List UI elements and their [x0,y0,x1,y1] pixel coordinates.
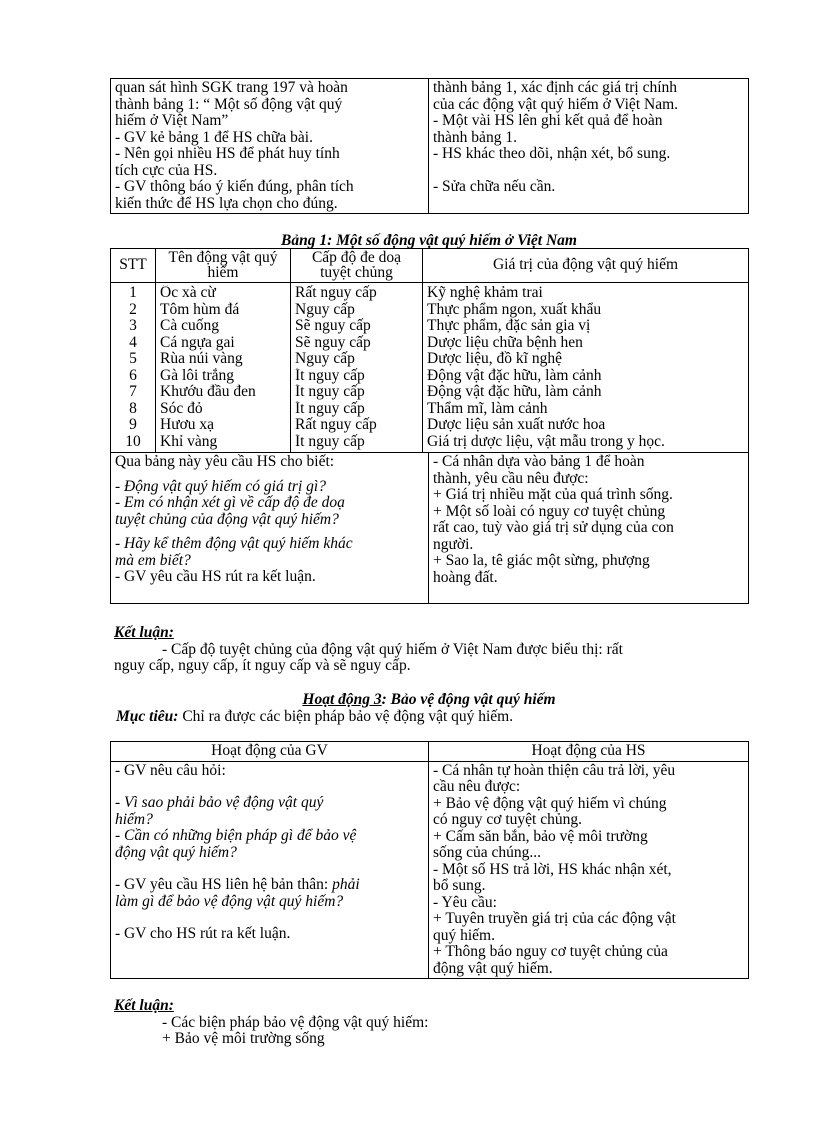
text-line: thành bảng 1. [433,129,517,146]
animal-name-cell: Sóc đỏ [160,400,203,417]
question-line: hiếm? [115,811,153,828]
question-line: - Hãy kể thêm động vật quý hiếm khác [115,536,353,552]
goal-label: Mục tiêu: [116,708,179,725]
text-line: - GV yêu cầu HS rút ra kết luận. [115,569,316,585]
stt-column [111,283,156,453]
top-activity-table [110,78,749,214]
animal-name-cell: Tôm hùm đá [160,301,240,318]
text-line: - Nên gọi nhiều HS để phát huy tính [115,146,340,162]
question-line: tuyệt chủng của động vật quý hiếm? [115,511,339,528]
activity3-title-text: : Bảo vệ động vật quý hiếm [381,691,556,708]
conclusion-1 [114,625,750,675]
table1-caption: Bảng 1: Một số động vật quý hiếm ở Việt Nam [281,232,577,249]
stt-cell: 10 [125,433,141,450]
value-cell: Dược liệu chữa bệnh hen [427,334,583,351]
text-line: - GV thông báo ý kiến đúng, phân tích [115,179,354,195]
conclusion-line: nguy cấp, nguy cấp, ít nguy cấp và sẽ nguy cấp. [114,658,411,674]
stt-cell: 2 [129,301,137,318]
text-line: quý hiếm. [433,927,495,944]
student-answers-cell [429,453,749,604]
text-line: thành bảng 1: “ Một số động vật quý [115,96,343,113]
question-line: - Động vật quý hiếm có giá trị gì? [115,478,326,495]
text-line: bổ sung. [433,878,486,894]
conclusion-line: + Bảo vệ môi trường sống [162,1031,325,1047]
threat-level-cell: Rất nguy cấp [295,285,377,301]
text-line: cầu nêu được: [433,779,521,795]
header-animal-name: Tên động vật quý hiếm [156,249,291,283]
text-line: + Một số loài có nguy cơ tuyệt chủng [433,503,666,520]
activity3-title [110,692,748,709]
text-line: - GV kẻ bảng 1 để HS chữa bài. [115,129,313,146]
text-line: + Thông báo nguy cơ tuyệt chủng của [433,944,668,960]
text-line: + Giá trị nhiều mặt của quá trình sống. [433,487,673,503]
threat-level-cell: Sẽ nguy cấp [295,318,371,334]
text-line: + Bảo vệ động vật quý hiếm vì chúng [433,795,667,812]
value-column [423,283,749,453]
value-cell: Thẩm mĩ, làm cảnh [427,400,548,417]
teacher-questions-cell [111,453,429,604]
header-threat-level: Cấp độ đe doạ tuyệt chủng [291,249,423,283]
discussion-table [110,452,749,604]
conclusion-label: Kết luận: [114,998,174,1014]
conclusion-2 [114,998,750,1048]
stt-cell: 1 [129,285,137,301]
value-cell: Thực phẩm, đặc sản gia vị [427,318,591,334]
student-activity-cell [429,79,749,214]
text-line: - Yêu cầu: [433,894,497,911]
text-line: + Cấm săn bắn, bảo vệ môi trường [433,828,648,845]
conclusion-label: Kết luận: [114,625,174,641]
animal-name-cell: Gà lôi trắng [160,367,235,384]
question-line: - Cần có những biện pháp gì để bảo vệ [115,828,357,844]
text-line: Qua bảng này yêu cầu HS cho biết: [115,454,335,470]
question-line: mà em biết? [115,552,191,569]
animal-name-column [156,283,291,453]
threat-level-cell: Ít nguy cấp [295,400,365,417]
animal-name-cell: Cà cuống [160,318,219,334]
stt-cell: 7 [129,384,137,400]
teacher-activity-cell [111,761,429,979]
text-segment: - GV yêu cầu HS liên hệ bản thân: [115,877,333,893]
animal-name-cell: Hươu xạ [160,417,215,433]
value-cell: Động vật đặc hữu, làm cảnh [427,367,602,384]
text-line: - Một số HS trả lời, HS khác nhận xét, [433,861,672,878]
threat-level-cell: Rất nguy cấp [295,417,377,433]
spacer [115,910,424,926]
text-line: - Một vài HS lên ghi kết quả để hoàn [433,113,663,129]
threat-level-cell: Ít nguy cấp [295,384,365,400]
spacer [433,163,744,179]
header-student-activity: Hoạt động của HS [429,742,749,762]
text-line: kiến thức để HS lựa chọn cho đúng. [115,195,338,212]
text-line: - Sửa chữa nếu cần. [433,178,556,195]
stt-cell: 6 [129,367,137,384]
conclusion-line: - Các biện pháp bảo vệ động vật quý hiếm: [162,1014,429,1031]
activity3-goal [116,709,752,726]
header-teacher-activity: Hoạt động của GV [111,742,429,762]
threat-level-cell: Nguy cấp [295,351,355,367]
value-cell: Dược liệu, đồ kĩ nghệ [427,351,562,367]
threat-level-cell: Ít nguy cấp [295,433,365,450]
text-line: của các động vật quý hiếm ở Việt Nam. [433,96,679,113]
animal-name-cell: Khỉ vàng [160,433,218,450]
text-line: hoàng đất. [433,569,498,586]
spacer [115,779,424,795]
question-line: - Em có nhận xét gì về cấp độ đe doạ [115,495,345,511]
value-cell: Động vật đặc hữu, làm cảnh [427,384,602,400]
stt-cell: 5 [129,351,137,367]
threat-level-cell: Ít nguy cấp [295,367,365,384]
stt-cell: 8 [129,400,137,417]
animal-name-cell: Rùa núi vàng [160,351,243,367]
stt-cell: 3 [129,318,137,334]
stt-cell: 4 [129,334,137,351]
threat-level-cell: Nguy cấp [295,301,355,318]
text-line: quan sát hình SGK trang 197 và hoàn [115,80,348,96]
animal-name-cell: Khướu đầu đen [160,384,256,400]
student-activity-cell [429,761,749,979]
value-cell: Dược liệu sản xuất nước hoa [427,417,606,433]
rare-animals-table [110,248,749,453]
stt-cell: 9 [129,417,137,433]
text-line: - Cá nhân dựa vào bảng 1 để hoàn [433,454,645,470]
text-segment: phải [332,877,360,893]
animal-name-cell: Ốc xà cừ [160,285,216,301]
question-line: động vật quý hiếm? [115,844,237,861]
text-line: người. [433,536,474,553]
text-line: thành bảng 1, xác định các giá trị chính [433,80,678,96]
text-line: động vật quý hiếm. [433,960,553,977]
animal-name-cell: Cá ngựa gai [160,334,235,351]
spacer [115,861,424,877]
question-line: làm gì để bảo vệ động vật quý hiếm? [115,893,344,910]
text-line: có nguy cơ tuyệt chủng. [433,812,582,828]
value-cell: Thực phẩm ngon, xuất khẩu [427,301,602,318]
teacher-activity-cell [111,79,429,214]
threat-level-cell: Sẽ nguy cấp [295,334,371,351]
threat-level-column [291,283,423,453]
question-line: - Vì sao phải bảo vệ động vật quý [115,795,324,811]
spacer [115,528,424,536]
value-cell: Giá trị dược liệu, vật mẫu trong y học. [427,433,665,450]
text-line: + Sao la, tê giác một sừng, phượng [433,553,650,569]
header-value: Giá trị của động vật quý hiếm [423,249,749,283]
activity3-table [110,741,749,979]
text-line [115,877,424,894]
conclusion-line: - Cấp độ tuyệt chủng của động vật quý hiếm ở Việt Nam được biểu thị: rất [162,641,623,658]
text-line: sống của chúng... [433,845,542,861]
goal-text: Chỉ ra được các biện pháp bảo vệ động vật quý hiếm. [182,708,514,725]
text-line: tích cực của HS. [115,162,218,179]
text-line: thành, yêu cầu nêu được: [433,470,589,487]
value-cell: Kỹ nghệ khảm trai [427,285,543,301]
spacer [115,471,424,479]
text-line: - HS khác theo dõi, nhận xét, bổ sung. [433,146,671,162]
text-line: - Cá nhân tự hoàn thiện câu trả lời, yêu [433,762,676,779]
text-line: - GV cho HS rút ra kết luận. [115,926,291,942]
text-line: + Tuyên truyền giá trị của các động vật [433,911,676,927]
text-line: - GV nêu câu hỏi: [115,762,226,779]
text-line: hiếm ở Việt Nam” [115,113,229,129]
text-line: rất cao, tuỳ vào giá trị sử dụng của con [433,520,674,536]
activity3-label: Hoạt động 3 [302,691,382,708]
header-stt: STT [111,249,156,283]
